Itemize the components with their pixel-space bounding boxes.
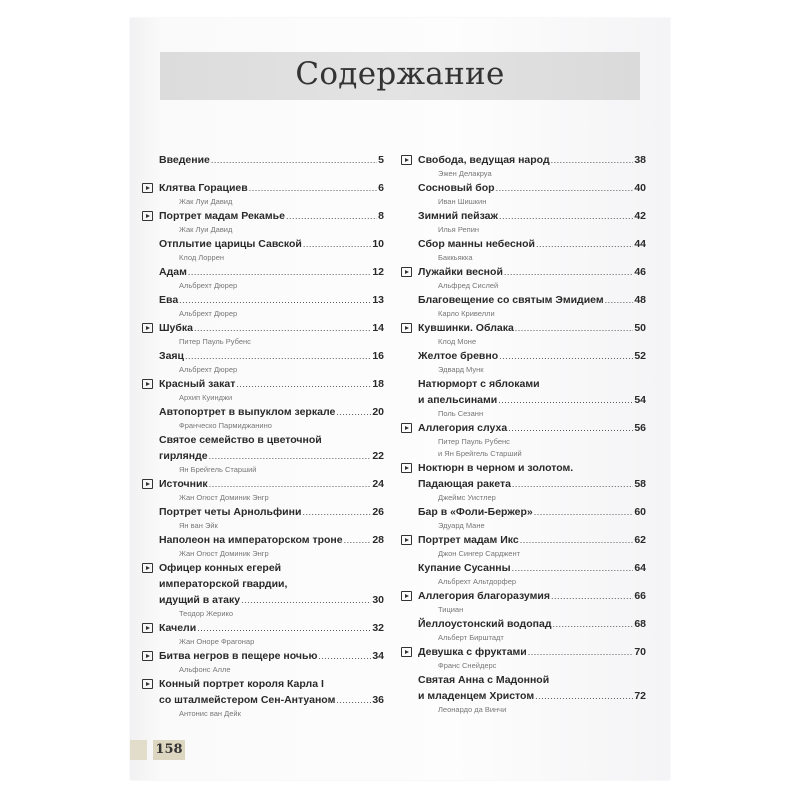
toc-entry[interactable]: [401, 237, 646, 265]
entry-page-number: 48: [634, 294, 646, 306]
entry-page-number: 38: [634, 154, 646, 166]
entry-title-line: [159, 209, 384, 225]
entry-title-line: [418, 293, 646, 309]
entry-title-line: [159, 477, 384, 493]
dot-leader: [499, 349, 633, 363]
play-icon: [401, 423, 412, 433]
entry-title: Ева: [159, 294, 179, 306]
entry-title-line: [418, 533, 646, 549]
entry-title: Источник: [159, 478, 208, 490]
entry-author: Клод Моне: [438, 337, 477, 346]
entry-author: Эдвард Мунк: [438, 365, 484, 374]
header-bar: [160, 52, 640, 100]
entry-author: Альфонс Алле: [179, 665, 231, 674]
dot-leader: [534, 505, 634, 519]
toc-entry[interactable]: [142, 433, 384, 477]
entry-author: Альбрехт Дюрер: [179, 365, 238, 374]
play-icon: [142, 379, 153, 389]
entry-author: Архип Куинджи: [179, 393, 233, 402]
dot-leader: [303, 237, 371, 251]
play-icon: [142, 211, 153, 221]
entry-title: Портрет четы Арнольфини: [159, 506, 302, 518]
entry-page-number: 30: [372, 594, 384, 606]
entry-title-line: [159, 649, 384, 665]
entry-page-number: 56: [634, 422, 646, 434]
entry-title-line: [159, 449, 384, 465]
entry-title-line: [159, 621, 384, 637]
dot-leader: [188, 265, 371, 279]
entry-title: Кувшинки. Облака: [418, 322, 514, 334]
entry-page-number: 26: [372, 506, 384, 518]
entry-title: Конный портрет короля Карла I: [159, 678, 324, 690]
dot-leader: [241, 593, 371, 607]
entry-page-number: 44: [634, 238, 646, 250]
entry-title: Желтое бревно: [418, 350, 499, 362]
dot-leader: [209, 477, 372, 491]
entry-page-number: 22: [372, 450, 384, 462]
toc-entry[interactable]: [401, 505, 646, 533]
entry-page-number: 62: [634, 534, 646, 546]
entry-title-line: [159, 561, 384, 577]
dot-leader: [498, 393, 633, 407]
play-icon: [401, 647, 412, 657]
entry-author: Карло Кривелли: [438, 309, 495, 318]
entry-title: Портрет мадам Рекамье: [159, 210, 285, 222]
dot-leader: [336, 405, 371, 419]
entry-page-number: 14: [372, 322, 384, 334]
entry-title: Лужайки весной: [418, 266, 503, 278]
entry-title-line: [418, 689, 646, 705]
toc-entry[interactable]: [401, 181, 646, 209]
play-icon: [142, 563, 153, 573]
entry-title-line: [418, 265, 646, 281]
entry-title: и младенцем Христом: [418, 690, 535, 702]
entry-page-number: 68: [634, 618, 646, 630]
dot-leader: [528, 645, 634, 659]
play-icon: [142, 651, 153, 661]
entry-title: Купание Сусанны: [418, 562, 511, 574]
entry-title-line: [159, 181, 384, 197]
entry-title: Свобода, ведущая народ: [418, 154, 550, 166]
dot-leader: [336, 693, 371, 707]
toc-entry[interactable]: [401, 377, 646, 421]
toc-entry[interactable]: [401, 617, 646, 645]
entry-page-number: 18: [372, 378, 384, 390]
toc-entry[interactable]: [401, 561, 646, 589]
entry-author: Жан Огюст Доминик Энгр: [179, 493, 269, 502]
entry-title: Бар в «Фоли-Бержер»: [418, 506, 533, 518]
dot-leader: [605, 293, 634, 307]
dot-leader: [344, 533, 372, 547]
entry-title-line: [418, 237, 646, 253]
dot-leader: [512, 561, 634, 575]
entry-title-line: [159, 265, 384, 281]
toc-entry[interactable]: [401, 589, 646, 617]
entry-title-line: [418, 153, 646, 169]
entry-author: Баккьякка: [438, 253, 473, 262]
entry-title-line: [159, 677, 384, 693]
entry-title-line: [418, 421, 646, 437]
entry-title: Отплытие царицы Савской: [159, 238, 302, 250]
dot-leader: [515, 321, 634, 335]
dot-leader: [496, 181, 634, 195]
dot-leader: [512, 477, 633, 491]
entry-author: Ян Брейгель Старший: [179, 465, 257, 474]
dot-leader: [194, 321, 371, 335]
entry-page-number: 16: [372, 350, 384, 362]
entry-author: Клод Лоррен: [179, 253, 225, 262]
entry-title: Сосновый бор: [418, 182, 495, 194]
entry-title: Автопортрет в выпуклом зеркале: [159, 406, 336, 418]
entry-page-number: 28: [372, 534, 384, 546]
entry-title-line: [159, 349, 384, 365]
entry-title: Заяц: [159, 350, 184, 362]
entry-page-number: 13: [372, 294, 384, 306]
toc-entry[interactable]: [142, 405, 384, 433]
play-icon: [142, 183, 153, 193]
entry-title: Битва негров в пещере ночью: [159, 650, 318, 662]
entry-title-line: [159, 505, 384, 521]
entry-author: Эдуард Мане: [438, 521, 485, 530]
play-icon: [401, 323, 412, 333]
entry-page-number: 5: [378, 154, 384, 166]
dot-leader: [209, 449, 372, 463]
entry-author: Поль Сезанн: [438, 409, 484, 418]
entry-title-line: [159, 533, 384, 549]
entry-title-line: [418, 477, 646, 493]
dot-leader: [520, 533, 634, 547]
entry-title: Йеллоустонский водопад: [418, 618, 552, 630]
entry-title-line: [418, 673, 646, 689]
toc-entry[interactable]: [142, 533, 384, 561]
entry-page-number: 34: [372, 650, 384, 662]
entry-title: Ноктюрн в черном и золотом.: [418, 462, 574, 474]
entry-author: Ян ван Эйк: [179, 521, 218, 530]
entry-title-line: [418, 617, 646, 633]
toc-entry[interactable]: [142, 561, 384, 621]
entry-title: Красный закат: [159, 378, 236, 390]
toc-entry[interactable]: [401, 209, 646, 237]
entry-title-line: [159, 577, 384, 593]
toc-entry[interactable]: [142, 377, 384, 405]
entry-page-number: 58: [634, 478, 646, 490]
play-icon: [142, 679, 153, 689]
toc-entry[interactable]: [401, 265, 646, 293]
entry-page-number: 60: [634, 506, 646, 518]
play-icon: [401, 463, 412, 473]
entry-author: Франс Снейдерс: [438, 661, 497, 670]
entry-title-line: [159, 293, 384, 309]
dot-leader: [179, 293, 371, 307]
entry-author: Жак Луи Давид: [179, 225, 233, 234]
dot-leader: [236, 377, 371, 391]
entry-author: Жан Оноре Фрагонар: [179, 637, 255, 646]
entry-author: Альбрехт Альтдорфер: [438, 577, 517, 586]
entry-author: Теодор Жерико: [179, 609, 234, 618]
dot-leader: [552, 617, 633, 631]
entry-title: Шубка: [159, 322, 193, 334]
play-icon: [401, 267, 412, 277]
play-icon: [142, 623, 153, 633]
entry-author: Леонардо да Винчи: [438, 705, 507, 714]
entry-author: Альбрехт Дюрер: [179, 281, 238, 290]
entry-title-line: [418, 561, 646, 577]
entry-page-number: 54: [634, 394, 646, 406]
entry-title-line: [418, 349, 646, 365]
entry-title: гирлянде: [159, 450, 208, 462]
toc-entry[interactable]: [401, 533, 646, 561]
toc-entry[interactable]: [401, 673, 646, 717]
entry-page-number: 20: [372, 406, 384, 418]
entry-title: Святое семейство в цветочной: [159, 434, 322, 446]
page-number: 158: [153, 740, 185, 760]
entry-page-number: 10: [372, 238, 384, 250]
toc-entry[interactable]: [142, 181, 384, 209]
entry-page-number: 40: [634, 182, 646, 194]
entry-author: Антонис ван Дейк: [179, 709, 241, 718]
toc-entry[interactable]: [401, 421, 646, 461]
entry-author: Альбрехт Дюрер: [179, 309, 238, 318]
dot-leader: [551, 589, 633, 603]
entry-author: Джеймс Уистлер: [438, 493, 496, 502]
entry-title: Клятва Горациев: [159, 182, 248, 194]
entry-author: Франческо Пармиджанино: [179, 421, 272, 430]
entry-author: и Ян Брейгель Старший: [438, 449, 522, 458]
entry-page-number: 66: [634, 590, 646, 602]
entry-page-number: 36: [372, 694, 384, 706]
entry-page-number: 70: [634, 646, 646, 658]
dot-leader: [536, 237, 633, 251]
toc-entry[interactable]: [401, 321, 646, 349]
entry-page-number: 46: [634, 266, 646, 278]
play-icon: [142, 479, 153, 489]
entry-page-number: 52: [634, 350, 646, 362]
entry-title: Введение: [159, 154, 210, 166]
entry-title: Благовещение со святым Эмидием: [418, 294, 604, 306]
entry-page-number: 24: [372, 478, 384, 490]
entry-title: Адам: [159, 266, 187, 278]
page-title: Содержание: [295, 56, 505, 92]
entry-title-line: [418, 393, 646, 409]
entry-title-line: [159, 237, 384, 253]
entry-author: Тициан: [438, 605, 464, 614]
dot-leader: [197, 621, 371, 635]
toc-entry[interactable]: [142, 153, 384, 181]
entry-title: Аллегория слуха: [418, 422, 508, 434]
toc-entry[interactable]: [142, 293, 384, 321]
entry-title: и апельсинами: [418, 394, 498, 406]
toc-entry[interactable]: [142, 209, 384, 237]
entry-title-line: [418, 461, 646, 477]
dot-leader: [286, 209, 377, 223]
play-icon: [401, 591, 412, 601]
entry-page-number: 12: [372, 266, 384, 278]
play-icon: [142, 323, 153, 333]
toc-entry[interactable]: [142, 237, 384, 265]
toc-entry[interactable]: [142, 677, 384, 721]
toc-entry[interactable]: [142, 649, 384, 677]
toc-entry[interactable]: [142, 505, 384, 533]
entry-title: императорской гвардии,: [159, 578, 288, 590]
toc-column-left: [142, 153, 384, 721]
entry-title-line: [159, 433, 384, 449]
toc-entry[interactable]: [401, 349, 646, 377]
entry-author: Жан Огюст Доминик Энгр: [179, 549, 269, 558]
entry-title-line: [418, 505, 646, 521]
entry-title: Наполеон на императорском троне: [159, 534, 343, 546]
entry-author: Альфред Сислей: [438, 281, 499, 290]
entry-title: со шталмейстером Сен-Антуаном: [159, 694, 336, 706]
entry-author: Джон Сингер Сарджент: [438, 549, 521, 558]
entry-author: Питер Пауль Рубенс: [179, 337, 251, 346]
toc-entry[interactable]: [142, 621, 384, 649]
entry-author: Иван Шишкин: [438, 197, 487, 206]
page-number-marker: [130, 740, 147, 760]
entry-author: [159, 169, 384, 181]
entry-title: Девушка с фруктами: [418, 646, 527, 658]
entry-page-number: 6: [378, 182, 384, 194]
entry-title: Портрет мадам Икс: [418, 534, 519, 546]
entry-title: Качели: [159, 622, 197, 634]
entry-title-line: [159, 321, 384, 337]
entry-title: Зимний пейзаж: [418, 210, 498, 222]
entry-title: Падающая ракета: [418, 478, 511, 490]
toc-entry[interactable]: [401, 461, 646, 505]
entry-title-line: [418, 209, 646, 225]
entry-title-line: [159, 693, 384, 709]
play-icon: [401, 155, 412, 165]
dot-leader: [499, 209, 633, 223]
entry-page-number: 64: [634, 562, 646, 574]
dot-leader: [302, 505, 371, 519]
toc-entry[interactable]: [142, 321, 384, 349]
entry-page-number: 50: [634, 322, 646, 334]
toc-entry[interactable]: [142, 477, 384, 505]
play-icon: [401, 535, 412, 545]
entry-title-line: [159, 153, 384, 169]
dot-leader: [535, 689, 633, 703]
dot-leader: [551, 153, 634, 167]
toc-entry[interactable]: [142, 265, 384, 293]
entry-author: Эжен Делакруа: [438, 169, 492, 178]
entry-page-number: 8: [378, 210, 384, 222]
toc-entry[interactable]: [142, 349, 384, 377]
entry-title-line: [418, 321, 646, 337]
entry-author: Альберт Бирштадт: [438, 633, 504, 642]
entry-author: Илья Репин: [438, 225, 480, 234]
entry-title: Аллегория благоразумия: [418, 590, 550, 602]
entry-title-line: [159, 593, 384, 609]
dot-leader: [508, 421, 633, 435]
entry-title-line: [159, 405, 384, 421]
entry-author: Жак Луи Давид: [179, 197, 233, 206]
dot-leader: [504, 265, 633, 279]
entry-title: Святая Анна с Мадонной: [418, 674, 550, 686]
entry-page-number: 42: [634, 210, 646, 222]
toc-entry[interactable]: [401, 645, 646, 673]
entry-title-line: [418, 645, 646, 661]
dot-leader: [211, 153, 377, 167]
entry-page-number: 72: [634, 690, 646, 702]
entry-title: Натюрморт с яблоками: [418, 378, 540, 390]
toc-entry[interactable]: [401, 293, 646, 321]
entry-title-line: [418, 589, 646, 605]
dot-leader: [318, 649, 371, 663]
entry-title-line: [159, 377, 384, 393]
entry-title-line: [418, 181, 646, 197]
entry-author: Питер Пауль Рубенс: [438, 437, 510, 446]
entry-title: Офицер конных егерей: [159, 562, 282, 574]
toc-entry[interactable]: [401, 153, 646, 181]
entry-title-line: [418, 377, 646, 393]
entry-page-number: 32: [372, 622, 384, 634]
dot-leader: [249, 181, 377, 195]
entry-title: идущий в атаку: [159, 594, 241, 606]
toc-column-right: [401, 153, 646, 717]
entry-title: Сбор манны небесной: [418, 238, 535, 250]
dot-leader: [185, 349, 371, 363]
